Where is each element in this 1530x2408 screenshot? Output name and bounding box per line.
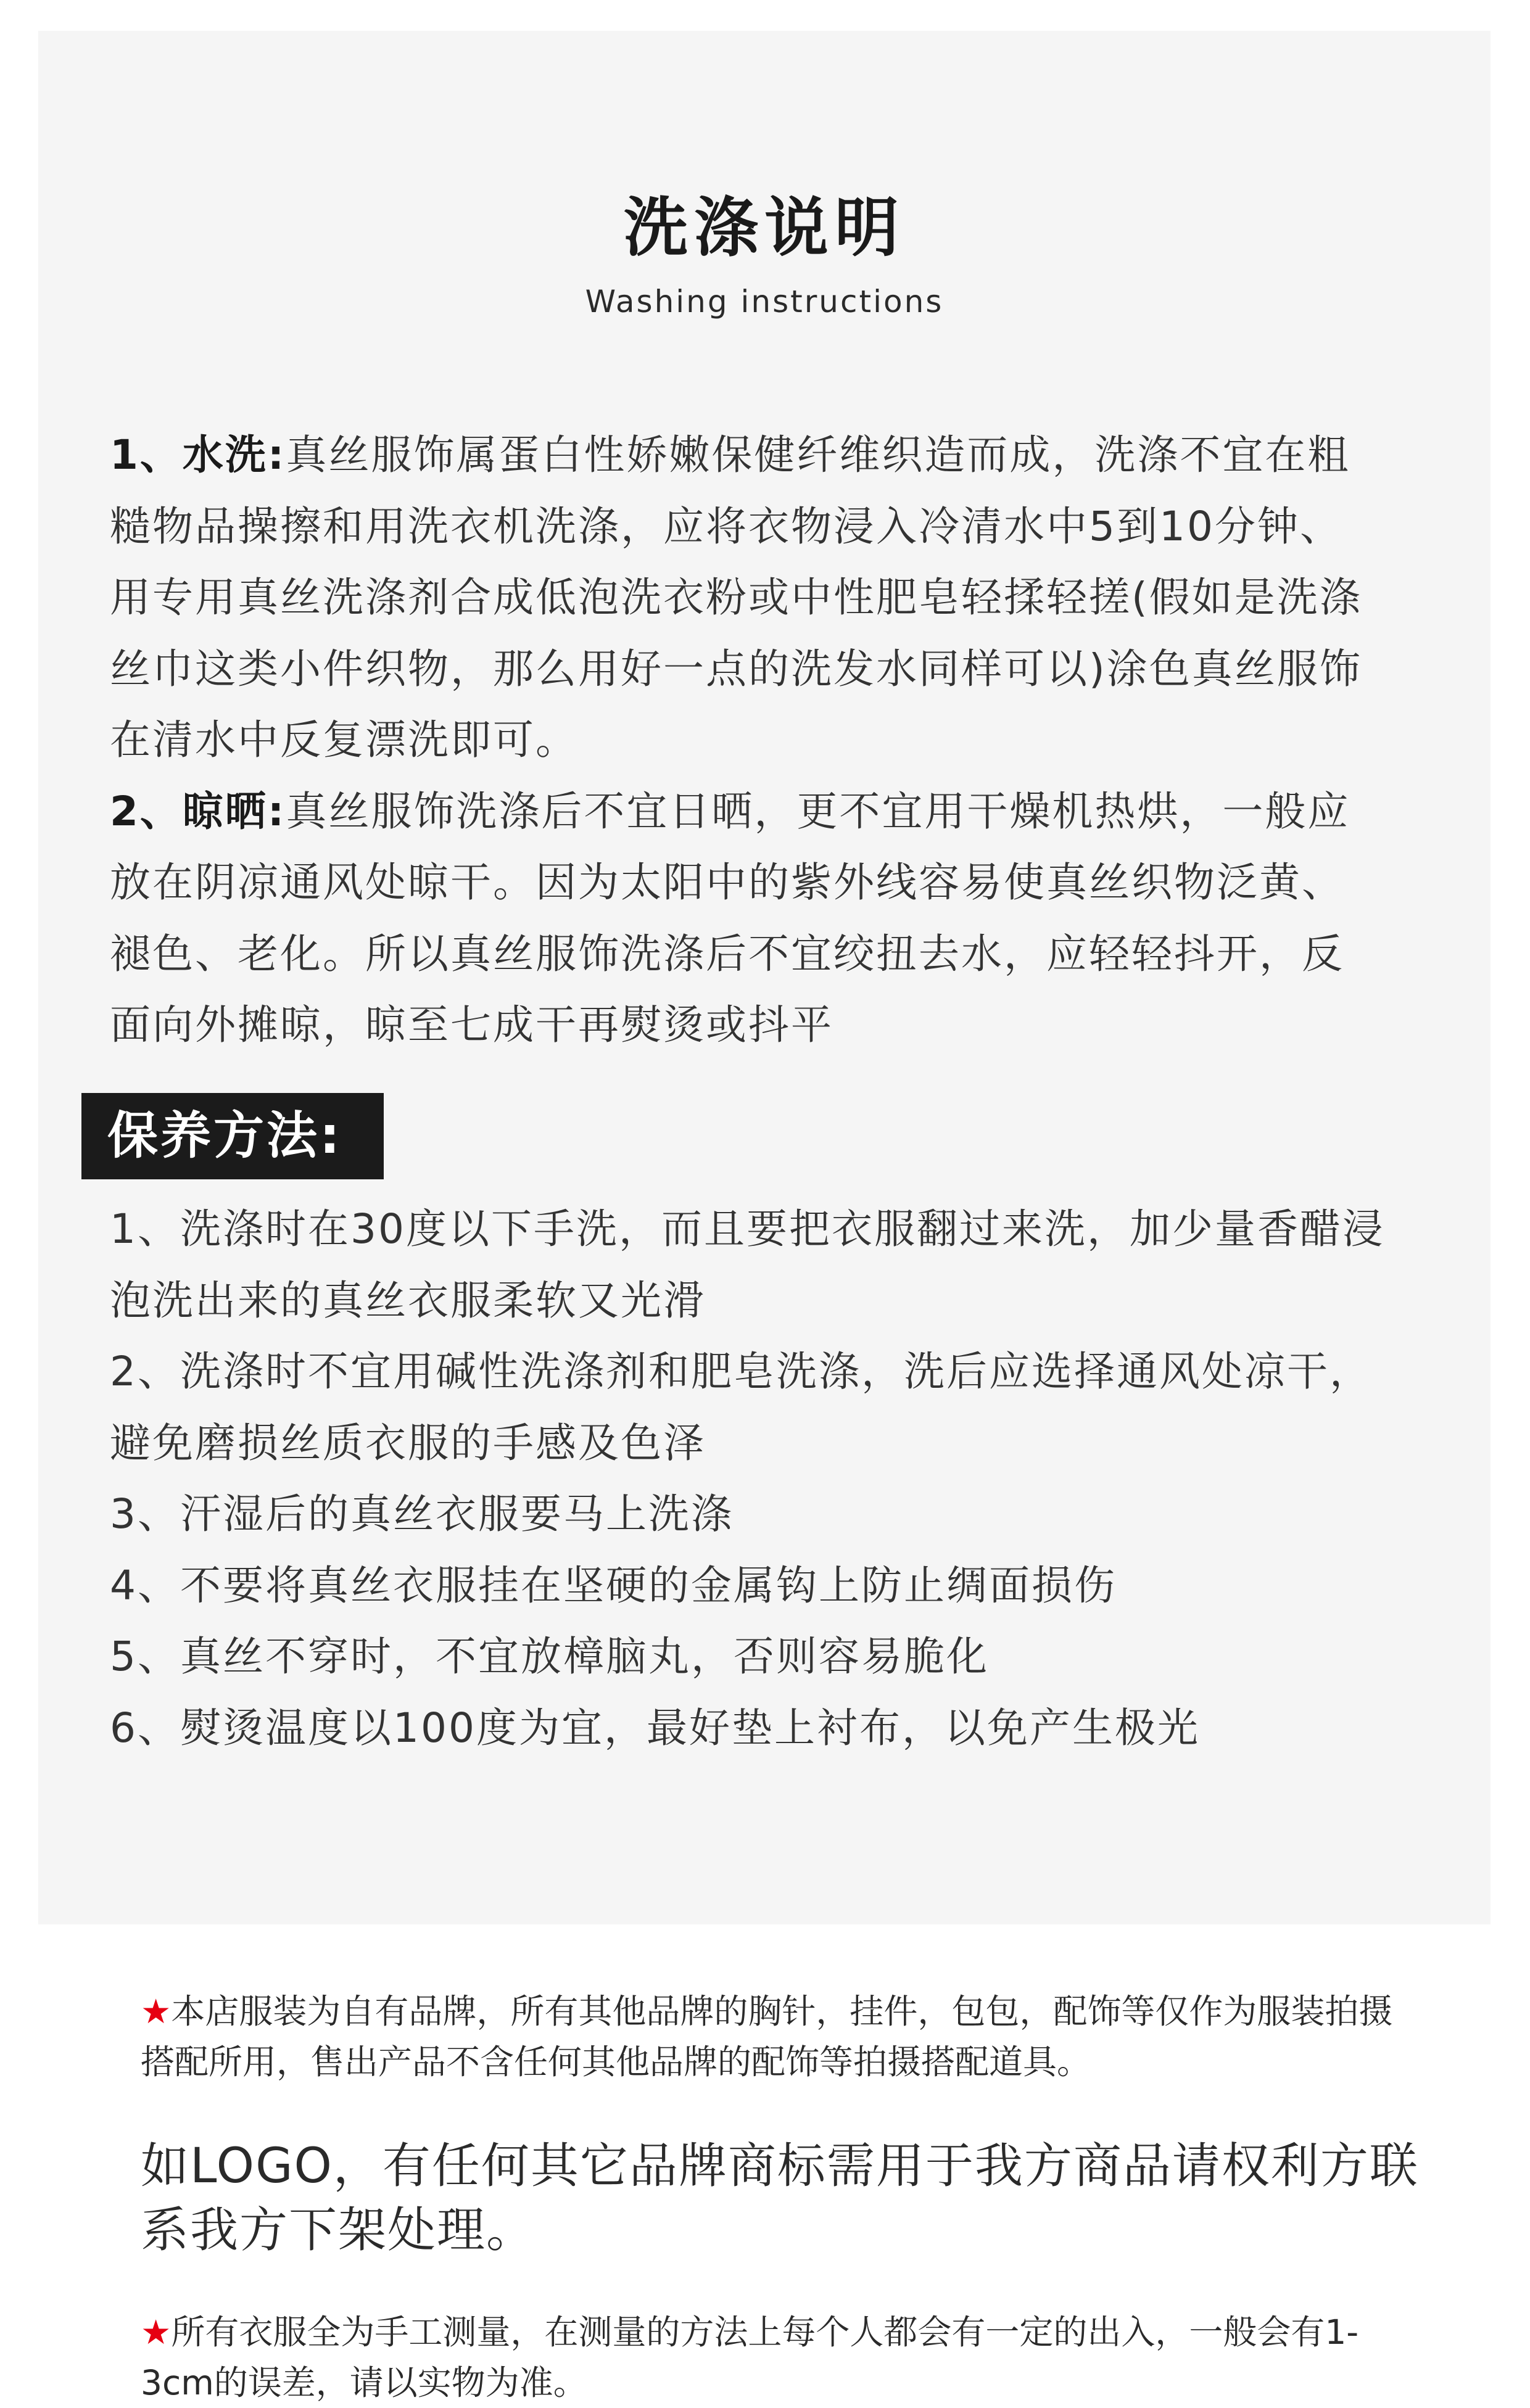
- star-icon: ★: [141, 1992, 172, 2031]
- care-item-3: 3、汗湿后的真丝衣服要马上洗涤: [110, 1490, 734, 1538]
- measurement-notice-text: 所有衣服全为手工测量，在测量的方法上每个人都会有一定的出入，一般会有1-3cm的误差，请以实物为准。: [141, 2312, 1359, 2402]
- washing-item-2: [110, 776, 1381, 1061]
- washing-section: [110, 419, 1381, 1061]
- care-heading: 保养方法:: [81, 1093, 384, 1179]
- washing-item-1: [110, 419, 1381, 776]
- measurement-notice: [141, 2307, 1424, 2408]
- care-item-6: 6、熨烫温度以100度为宜，最好垫上衬布，以免产生极光: [110, 1704, 1200, 1752]
- care-item-2: 2、洗涤时不宜用碱性洗涤剂和肥皂洗涤，洗后应选择通风处凉干，避免磨损丝质衣服的手感及色泽: [110, 1348, 1372, 1467]
- care-item-4: 4、不要将真丝衣服挂在坚硬的金属钩上防止绸面损伤: [110, 1561, 1117, 1609]
- washing-item-2-label: 2、晾晒:: [110, 787, 286, 835]
- washing-item-1-text: 真丝服饰属蛋白性娇嫩保健纤维织造而成，洗涤不宜在粗糙物品操擦和用洗衣机洗涤，应将衣物浸入冷清水中5到10分钟、用专用真丝洗涤剂合成低泡洗衣粉或中性肥皂轻揉轻搓(假如是洗涤丝巾这类小件织物，那么用好一点的洗发水同样可以)涂色真丝服饰在清水中反复漂洗即可。: [110, 431, 1362, 764]
- brand-notice-text: 本店服装为自有品牌，所有其他品牌的胸针，挂件，包包，配饰等仅作为服装拍摄搭配所用，售出产品不含任何其他品牌的配饰等拍摄搭配道具。: [141, 1992, 1393, 2082]
- care-item-1: 1、洗涤时在30度以下手洗，而且要把衣服翻过来洗，加少量香醋浸泡洗出来的真丝衣服柔软又光滑: [110, 1205, 1385, 1324]
- logo-notice: 如LOGO，有任何其它品牌商标需用于我方商品请权利方联系我方下架处理。: [141, 2138, 1419, 2258]
- brand-notice: [141, 1986, 1424, 2087]
- washing-item-2-text: 真丝服饰洗涤后不宜日晒，更不宜用干燥机热烘，一般应放在阴凉通风处晾干。因为太阳中的紫外线容易使真丝织物泛黄、褪色、老化。所以真丝服饰洗涤后不宜绞扭去水，应轻轻抖开，反面向外摊晾，晾至七成干再熨烫或抖平: [110, 787, 1350, 1049]
- page-title: 洗涤说明: [623, 190, 905, 265]
- care-list: [110, 1194, 1393, 1763]
- star-icon: ★: [141, 2312, 172, 2352]
- care-item-5: 5、真丝不穿时，不宜放樟脑丸，否则容易脆化: [110, 1633, 989, 1680]
- page-subtitle: Washing instructions: [585, 284, 944, 320]
- washing-item-1-label: 1、水洗:: [110, 431, 286, 479]
